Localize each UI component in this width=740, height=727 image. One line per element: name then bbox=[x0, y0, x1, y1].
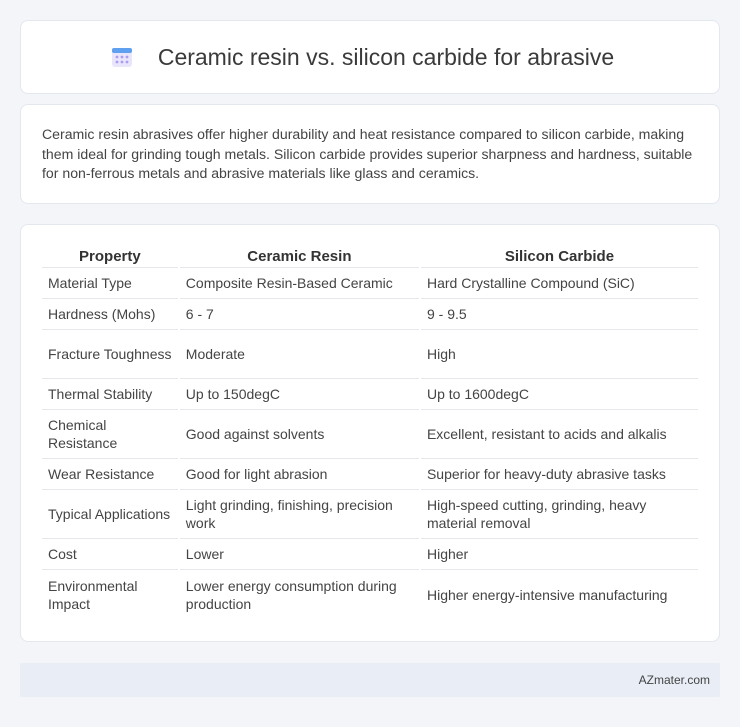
calendar-icon bbox=[110, 45, 134, 69]
property-cell: Cost bbox=[42, 539, 178, 570]
table-row bbox=[42, 268, 698, 299]
header-ceramic-resin: Ceramic Resin bbox=[180, 245, 419, 268]
silicon-carbide-cell: Superior for heavy-duty abrasive tasks bbox=[421, 459, 698, 490]
ceramic-resin-cell: Composite Resin-Based Ceramic bbox=[180, 268, 419, 299]
comparison-table-card bbox=[20, 224, 720, 642]
property-cell: Material Type bbox=[42, 268, 178, 299]
property-cell: Wear Resistance bbox=[42, 459, 178, 490]
ceramic-resin-cell: Good against solvents bbox=[180, 410, 419, 459]
ceramic-resin-cell: Up to 150degC bbox=[180, 379, 419, 410]
table-row bbox=[42, 379, 698, 410]
property-cell: Chemical Resistance bbox=[42, 410, 178, 459]
ceramic-resin-cell: Good for light abrasion bbox=[180, 459, 419, 490]
property-cell: Environmental Impact bbox=[48, 577, 138, 612]
header-property: Property bbox=[42, 245, 178, 268]
property-cell: Fracture Toughness bbox=[42, 330, 178, 379]
ceramic-resin-cell: Lower bbox=[180, 539, 419, 570]
comparison-table bbox=[40, 245, 700, 619]
silicon-carbide-cell: Hard Crystalline Compound (SiC) bbox=[421, 268, 698, 299]
table-header-row bbox=[42, 245, 698, 268]
silicon-carbide-cell: Excellent, resistant to acids and alkalis bbox=[421, 410, 698, 459]
ceramic-resin-cell: Light grinding, finishing, precision work bbox=[180, 490, 419, 539]
property-cell: Thermal Stability bbox=[42, 379, 178, 410]
summary-card bbox=[20, 104, 720, 204]
title-card bbox=[20, 20, 720, 94]
table-row bbox=[42, 539, 698, 570]
silicon-carbide-cell: 9 - 9.5 bbox=[421, 299, 698, 330]
table-row bbox=[42, 410, 698, 459]
ceramic-resin-cell: 6 - 7 bbox=[180, 299, 419, 330]
silicon-carbide-cell: Higher energy-intensive manufacturing bbox=[426, 586, 668, 603]
silicon-carbide-cell: Up to 1600degC bbox=[421, 379, 698, 410]
table-row bbox=[42, 330, 698, 379]
property-cell: Typical Applications bbox=[42, 490, 178, 539]
silicon-carbide-cell: High bbox=[421, 330, 698, 379]
footer-brand[interactable]: AZmater.com bbox=[638, 673, 710, 687]
table-row bbox=[42, 459, 698, 490]
ceramic-resin-cell: Lower energy consumption during production bbox=[185, 577, 397, 612]
ceramic-resin-cell: Moderate bbox=[180, 330, 419, 379]
page-title: Ceramic resin vs. silicon carbide for abrasive bbox=[157, 43, 615, 70]
header-silicon-carbide: Silicon Carbide bbox=[421, 245, 698, 268]
silicon-carbide-cell: High-speed cutting, grinding, heavy material removal bbox=[421, 490, 698, 539]
silicon-carbide-cell: Higher bbox=[421, 539, 698, 570]
table-row bbox=[42, 299, 698, 330]
table-row bbox=[42, 570, 698, 619]
summary-text: Ceramic resin abrasives offer higher durability and heat resistance compared to silicon carbide, making them ideal for grinding tough metals. Silicon carbide provides superior sharpness and hardness, suitable for non-ferrous metals and abrasive materials like glass and ceramics. bbox=[42, 126, 693, 181]
table-row bbox=[42, 490, 698, 539]
footer bbox=[20, 663, 720, 697]
property-cell: Hardness (Mohs) bbox=[42, 299, 178, 330]
